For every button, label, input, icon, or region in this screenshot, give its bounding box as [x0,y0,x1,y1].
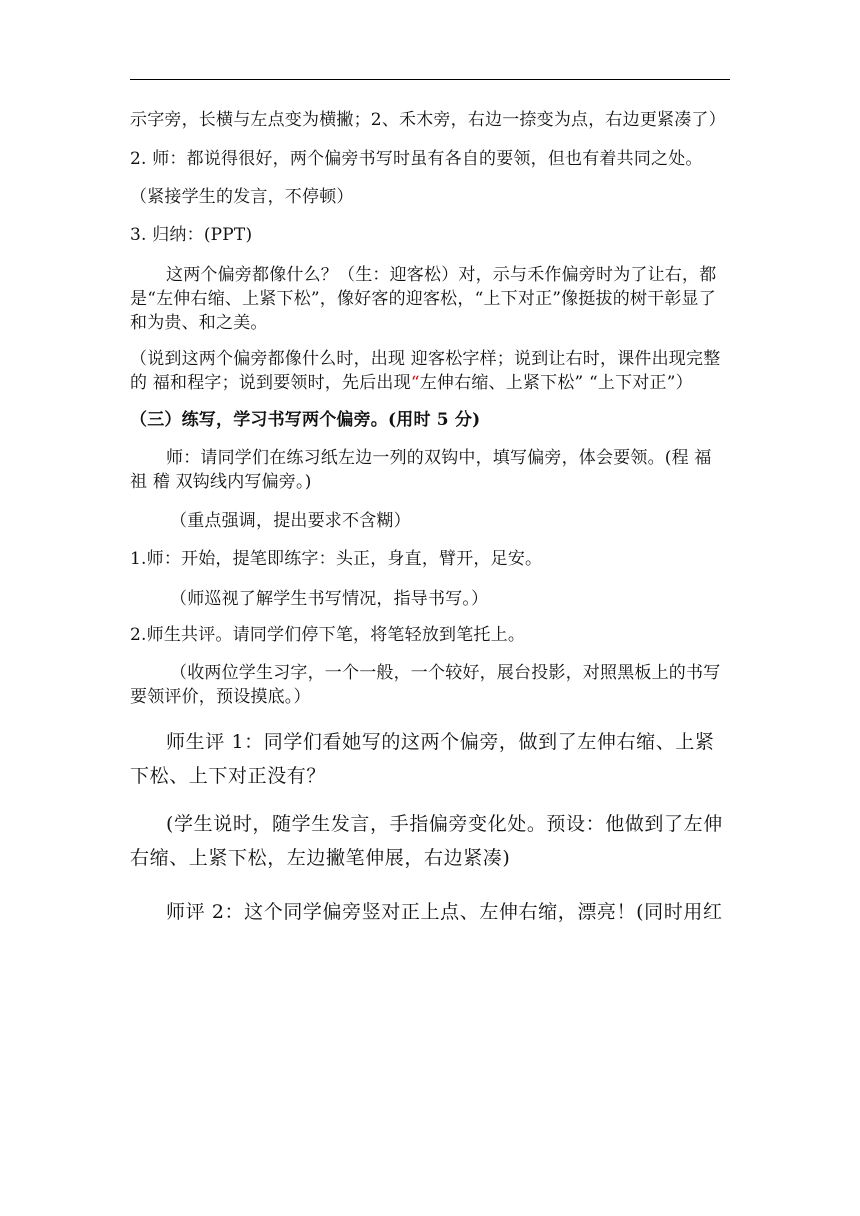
red-opening-quote: “ [410,373,420,393]
paragraph-13: （收两位学生习字，一个一般，一个较好，展台投影，对照黑板上的书写要领评价，预设摸底。） [130,663,721,707]
document-body [130,108,730,929]
paragraph-11: （师巡视了解学生书写情况，指导书写。） [170,589,489,609]
paragraph-8: 师：请同学们在练习纸左边一列的双钩中，填写偏旁，体会要领。(程 福 祖 稽 双钩线内写偏旁。) [130,448,712,492]
paragraph-6-tail: 左伸右缩、上紧下松” “上下对正”） [419,373,693,393]
paragraph-1: 示字旁，长横与左点变为横撇；2、禾木旁，右边一捺变为点，右边更紧凑了） [130,110,726,130]
paragraph-6-text: （说到这两个偏旁都像什么时，出现 迎客松字样；说到让右时，课件出现完整的 福和程字；说到要领时，先后出现 [130,349,721,393]
paragraph-9: （重点强调，提出要求不含糊） [170,511,411,531]
paragraph-4: 3. 归纳：(PPT) [130,225,253,245]
paragraph-3: （紧接学生的发言，不停顿） [130,187,354,207]
header-rule [130,79,730,80]
section-heading: （三）练写，学习书写两个偏旁。(用时 5 分) [130,410,481,430]
paragraph-15: (学生说时，随学生发言，手指偏旁变化处。预设：他做到了左伸右缩、上紧下松，左边撇笔伸展，右边紧凑) [130,813,723,869]
paragraph-12: 2.师生共评。请同学们停下笔，将笔轻放到笔托上。 [130,625,526,645]
paragraph-14: 师生评 1：同学们看她写的这两个偏旁，做到了左伸右缩、上紧下松、上下对正没有？ [130,731,715,787]
paragraph-16: 师评 2：这个同学偏旁竖对正上点、左伸右缩，漂亮！(同时用红 [166,901,723,923]
paragraph-5: 这两个偏旁都像什么？（生：迎客松）对，示与禾作偏旁时为了让右，都是“左伸右缩、上紧下松”，像好客的迎客松，“上下对正”像挺拔的树干彰显了和为贵、和之美。 [130,265,717,333]
paragraph-6 [130,347,730,395]
paragraph-2: 2. 师：都说得很好，两个偏旁书写时虽有各自的要领，但也有着共同之处。 [130,149,703,169]
paragraph-10: 1.师：开始，提笔即练字：头正，身直，臂开，足安。 [130,549,543,569]
